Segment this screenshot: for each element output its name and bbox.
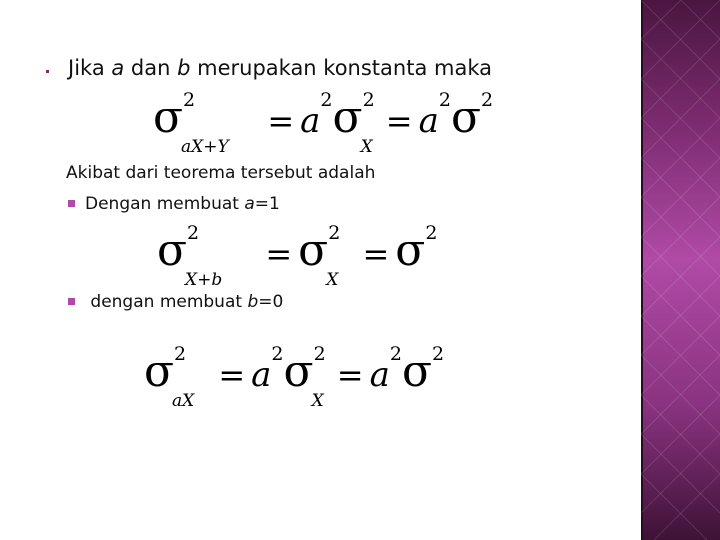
formula-variance-scale	[144, 343, 445, 411]
subscript: X+b	[185, 270, 223, 290]
sigma-symbol: σ	[395, 225, 426, 276]
sigma-symbol: σ	[157, 225, 188, 276]
case-1	[68, 194, 280, 214]
case2-var: b	[247, 292, 259, 312]
exponent: 2	[320, 89, 333, 111]
formula-variance-shift	[157, 222, 438, 290]
case-2	[68, 292, 283, 312]
sigma-symbol: σ	[450, 92, 481, 143]
exponent: 2	[271, 343, 284, 365]
sigma-symbol: σ	[401, 346, 432, 397]
case2-prefix: dengan membuat	[85, 292, 248, 312]
decorative-side-panel	[641, 0, 720, 540]
sigma-symbol: σ	[283, 346, 314, 397]
case1-suffix: =1	[254, 194, 280, 214]
var-a: a	[251, 355, 272, 395]
exponent: 2	[183, 89, 196, 111]
intro-line	[68, 56, 492, 80]
var-a: a	[369, 355, 390, 395]
sigma-symbol: σ	[332, 92, 363, 143]
case2-suffix: =0	[258, 292, 284, 312]
equals-sign: =	[265, 235, 293, 273]
equals-sign: =	[362, 235, 390, 273]
subscript: X	[360, 137, 373, 157]
subscript: aX+Y	[181, 137, 229, 157]
consequence-text: Akibat dari teorema tersebut adalah	[66, 163, 376, 183]
exponent: 2	[425, 222, 438, 244]
case1-var: a	[244, 194, 255, 214]
exponent: 2	[187, 222, 200, 244]
exponent: 2	[174, 343, 187, 365]
intro-var-b: b	[177, 56, 191, 80]
exponent: 2	[438, 89, 451, 111]
bullet-icon	[46, 70, 49, 73]
equals-sign: =	[267, 102, 295, 140]
exponent: 2	[328, 222, 341, 244]
intro-mid: dan	[124, 56, 178, 80]
intro-suffix: merupakan konstanta maka	[190, 56, 492, 80]
square-bullet-icon	[68, 200, 75, 207]
sigma-symbol: σ	[298, 225, 329, 276]
exponent: 2	[313, 343, 326, 365]
diamond-pattern	[641, 0, 720, 540]
var-a: a	[300, 101, 321, 141]
square-bullet-icon	[68, 298, 75, 305]
intro-prefix: Jika	[68, 56, 112, 80]
subscript: X	[326, 270, 339, 290]
equals-sign: =	[336, 356, 364, 394]
intro-var-a: a	[111, 56, 125, 80]
exponent: 2	[480, 89, 494, 111]
sigma-symbol: σ	[153, 92, 184, 143]
var-a: a	[418, 101, 439, 141]
case1-prefix: Dengan membuat	[85, 194, 245, 214]
equals-sign: =	[218, 356, 246, 394]
equals-sign: =	[385, 102, 413, 140]
formula-variance-linear	[153, 89, 494, 157]
exponent: 2	[362, 89, 375, 111]
exponent: 2	[431, 343, 445, 365]
subscript: X	[311, 391, 324, 411]
sigma-symbol: σ	[144, 346, 175, 397]
subscript: aX	[172, 391, 195, 411]
exponent: 2	[389, 343, 402, 365]
